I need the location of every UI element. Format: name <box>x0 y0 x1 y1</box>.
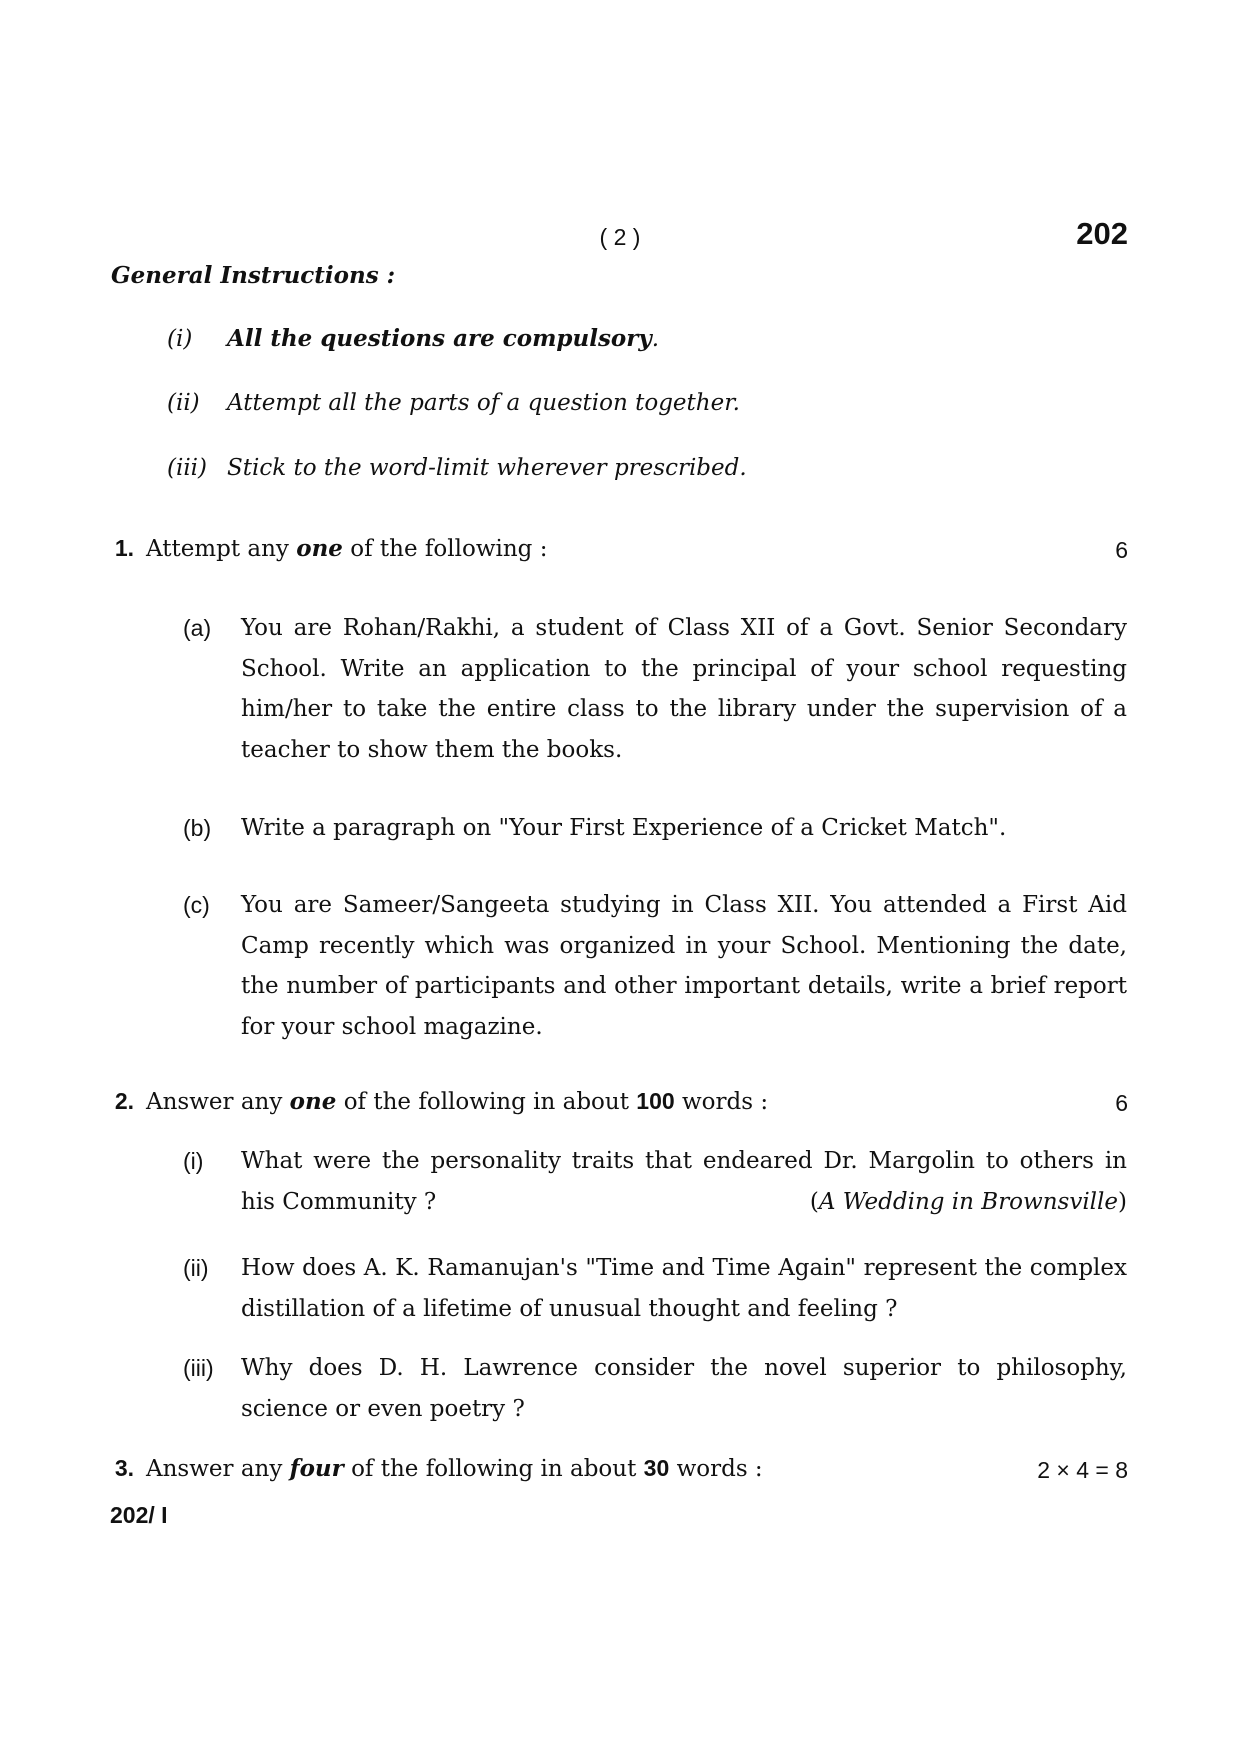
instruction-item <box>167 390 740 416</box>
question-2-stem <box>90 1088 768 1115</box>
question-2-part-ii: How does A. K. Ramanujan's "Time and Time Again" represent the complex distillation of a lifetime of unusual thought and feeling ? <box>241 1255 1127 1322</box>
reference: (A Wedding in Brownsville) <box>809 1188 1127 1215</box>
question-2-marks: 6 <box>1115 1090 1128 1116</box>
question-text: words : <box>681 1089 769 1115</box>
reference-title: A Wedding in Brownsville <box>818 1188 1119 1215</box>
question-3-marks: 2 × 4 = 8 <box>1037 1457 1128 1483</box>
page-number: ( 2 ) <box>599 224 641 250</box>
part-label: (ii) <box>183 1255 209 1281</box>
question-emphasis: one <box>296 535 343 562</box>
instruction-item <box>167 455 747 481</box>
question-1-stem <box>90 535 547 562</box>
instruction-text: Stick to the word-limit wherever prescribed. <box>227 455 747 481</box>
instruction-item <box>167 325 659 352</box>
part-label: (i) <box>183 1148 204 1174</box>
question-text: Attempt any <box>146 536 289 562</box>
question-emphasis: four <box>289 1455 344 1482</box>
part-label: (iii) <box>183 1355 214 1381</box>
question-text: of the following in about <box>343 1089 629 1115</box>
question-emphasis: one <box>289 1088 337 1115</box>
question-text: Answer any <box>146 1089 283 1115</box>
question-text: of the following : <box>350 536 548 562</box>
general-instructions-title: General Instructions : <box>111 262 396 289</box>
part-label: (a) <box>183 615 212 641</box>
question-2-part-iii: Why does D. H. Lawrence consider the novel superior to philosophy, science or even poetry ? <box>241 1355 1127 1422</box>
paper-code-bottom: 202/ I <box>110 1502 168 1528</box>
question-1-part-c: You are Sameer/Sangeeta studying in Class XII. You attended a First Aid Camp recently which was organized in your School. Mentioning the date, the number of participants and other important details, write a brief report for your school magazine. <box>241 892 1127 1040</box>
question-3-stem <box>90 1455 763 1482</box>
question-number: 1. <box>114 535 134 561</box>
instruction-number: (iii) <box>167 455 208 481</box>
part-label: (c) <box>183 892 210 918</box>
part-label: (b) <box>183 815 212 841</box>
question-text: Answer any <box>146 1456 283 1482</box>
question-number: 3. <box>114 1455 134 1481</box>
instruction-text: All the questions are compulsory <box>227 325 652 352</box>
instruction-text: Attempt all the parts of a question together. <box>227 390 740 416</box>
question-text: of the following in about <box>351 1456 637 1482</box>
question-2-part-i <box>241 1141 1127 1222</box>
word-count: 30 <box>643 1455 670 1481</box>
instruction-number: (i) <box>167 326 193 352</box>
paper-code-top: 202 <box>1076 216 1128 251</box>
question-number: 2. <box>114 1088 134 1114</box>
question-text: words : <box>676 1456 763 1482</box>
question-1-marks: 6 <box>1115 537 1128 563</box>
question-1-part-b: Write a paragraph on "Your First Experience of a Cricket Match". <box>241 815 1007 841</box>
question-1-part-a: You are Rohan/Rakhi, a student of Class XII of a Govt. Senior Secondary School. Write an application to the principal of your school requesting him/her to take the entire class to the library under the supervision of a teacher to show them the books. <box>241 615 1127 763</box>
instruction-punct: . <box>651 326 660 352</box>
part-text: What were the personality traits that endeared Dr. Margolin to others in his Community ? <box>241 1148 1127 1215</box>
instruction-number: (ii) <box>167 390 200 416</box>
word-count: 100 <box>636 1088 675 1114</box>
